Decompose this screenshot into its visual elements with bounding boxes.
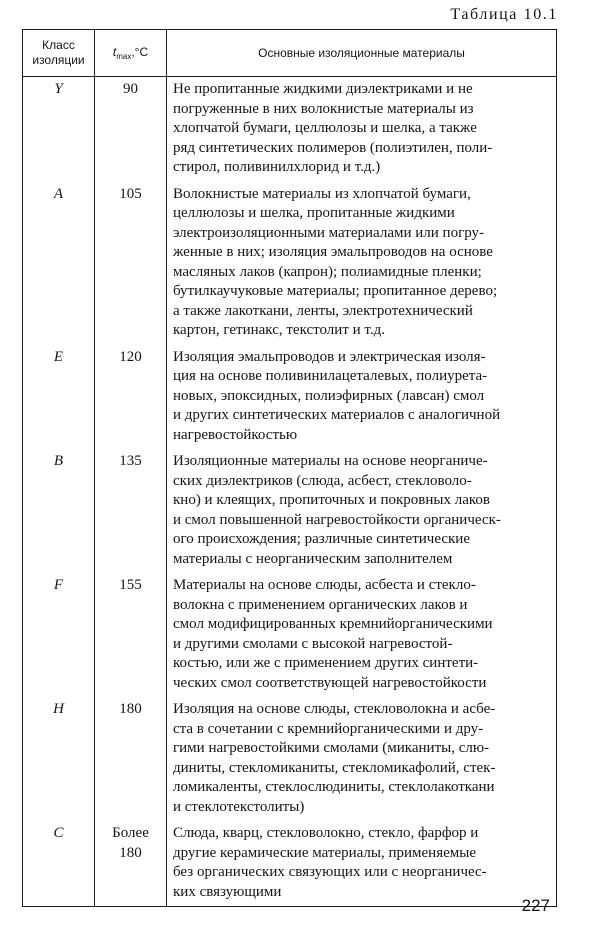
max-temperature-cell (95, 182, 167, 345)
temperature-value: 105 (119, 185, 142, 202)
description-line: и другими смолами с высокой нагревостой- (173, 635, 453, 652)
materials-description-cell (167, 573, 557, 697)
table-caption: Таблица 10.1 (450, 6, 558, 23)
description-line: ста в сочетании с кремнийорганическими и дру- (173, 720, 484, 737)
insulation-class-cell: E (23, 345, 95, 450)
description-line: хлопчатой бумаги, целлюлозы и шелка, а также (173, 120, 477, 136)
materials-description-cell (167, 182, 557, 345)
description-line: Изоляция на основе слюды, стекловолокна и асбе- (173, 701, 496, 717)
insulation-class-cell: Y (23, 77, 95, 182)
description-line: волокна с применением органических лаков и (173, 596, 468, 613)
description-line: ческих смол соответствующей нагревостойкости (173, 674, 487, 691)
description-line: Слюда, кварц, стекловолокно, стекло, фарфор и (173, 825, 479, 841)
insulation-classes-table (22, 29, 557, 907)
description-line: ких связующими (173, 883, 282, 900)
description-line: гими нагревостойкими смолами (миканиты, слю- (173, 740, 490, 756)
table-body (23, 77, 557, 907)
header-temp-subscript: max (116, 52, 132, 61)
description-line: кно) и клеящих, пропиточных и покровных лаков (173, 492, 490, 508)
description-line: костью, или же с применением других синтети- (173, 655, 479, 671)
description-line: бутилкаучуковые материалы; пропитанное дерево; (173, 283, 498, 299)
insulation-class-cell: A (23, 182, 95, 345)
header-max-temperature (95, 30, 167, 77)
max-temperature-cell (95, 697, 167, 821)
description-line: и стеклотекстолиты) (173, 798, 305, 815)
description-line: целлюлозы и шелка, пропитанные жидкими (173, 205, 455, 221)
description-line: ция на основе поливинилацеталевых, полиурета- (173, 368, 488, 384)
header-temp-symbol: t (112, 45, 117, 59)
description-line: диниты, стекломиканиты, стекломикафолий, стек- (173, 759, 496, 776)
table-header (23, 30, 557, 77)
description-line: Изоляционные материалы на основе неорганиче- (173, 453, 488, 469)
header-materials: Основные изоляционные материалы (167, 30, 557, 77)
max-temperature-cell (95, 821, 167, 907)
temperature-value: 180 (119, 844, 142, 861)
description-line: стирол, поливинилхлорид и т.д.) (173, 159, 381, 175)
max-temperature-cell (95, 573, 167, 697)
description-line: ских диэлектриков (слюда, асбест, стекловоло- (173, 472, 472, 489)
description-line: Волокнистые материалы из хлопчатой бумаги, (173, 185, 471, 202)
table-row (23, 345, 557, 450)
description-line: и смол повышенной нагревостойкости органическ- (173, 511, 501, 528)
description-line: ломикаленты, стеклослюдиниты, стеклолакоткани (173, 779, 495, 795)
temperature-value: 180 (119, 701, 142, 717)
description-line: Изоляция эмальпроводов и электрическая изоля- (173, 348, 486, 365)
temperature-value: 155 (119, 577, 142, 593)
materials-description-cell (167, 77, 557, 182)
description-line: а также лакоткани, ленты, электротехнический (173, 302, 473, 319)
materials-description-cell (167, 821, 557, 907)
description-line: и других синтетических материалов с аналогичной (173, 407, 501, 423)
description-line: нагревостойкостью (173, 426, 298, 443)
description-line: ого происхождения; различные синтетические (173, 531, 470, 547)
header-insulation-class (23, 30, 95, 77)
materials-description-cell (167, 449, 557, 573)
description-line: другие керамические материалы, применяемые (173, 844, 476, 861)
max-temperature-cell (95, 449, 167, 573)
description-line: без органических связующих или с неорганичес- (173, 864, 487, 880)
description-line: картон, гетинакс, текстолит и т.д. (173, 322, 385, 338)
header-row (23, 30, 557, 77)
insulation-class-cell: C (23, 821, 95, 907)
table-row (23, 573, 557, 697)
description-line: Материалы на основе слюды, асбеста и стекло- (173, 577, 476, 593)
temperature-value: 135 (119, 453, 142, 469)
table-row (23, 821, 557, 907)
max-temperature-cell (95, 77, 167, 182)
description-line: погруженные в них волокнистые материалы из (173, 100, 474, 117)
description-line: смол модифицированных кремнийорганическими (173, 616, 493, 632)
description-line: Не пропитанные жидкими диэлектриками и не (173, 81, 473, 97)
materials-description-cell (167, 697, 557, 821)
table-row (23, 77, 557, 182)
description-line: ряд синтетических полимеров (полиэтилен, поли- (173, 139, 493, 156)
header-class-line2: изоляции (32, 53, 85, 67)
description-line: масляных лаков (капрон); полиамидные пленки; (173, 263, 482, 280)
temperature-value: 120 (119, 348, 142, 365)
description-line: электроизоляционными материалами или погру- (173, 224, 485, 241)
table-row (23, 449, 557, 573)
insulation-class-cell: B (23, 449, 95, 573)
page-number: 227 (521, 896, 550, 915)
header-temp-unit: ,°С (131, 45, 149, 59)
materials-description-cell (167, 345, 557, 450)
description-line: женные в них; изоляция эмальпроводов на основе (173, 244, 493, 260)
header-class-line1: Класс (42, 38, 75, 52)
max-temperature-cell (95, 345, 167, 450)
description-line: новых, эпоксидных, полиэфирных (лавсан) смол (173, 387, 485, 404)
temperature-value: Более (112, 825, 149, 841)
insulation-class-cell: H (23, 697, 95, 821)
table-row (23, 697, 557, 821)
temperature-value: 90 (123, 81, 138, 97)
insulation-class-cell: F (23, 573, 95, 697)
description-line: материалы с неорганическим заполнителем (173, 550, 453, 567)
table-row (23, 182, 557, 345)
